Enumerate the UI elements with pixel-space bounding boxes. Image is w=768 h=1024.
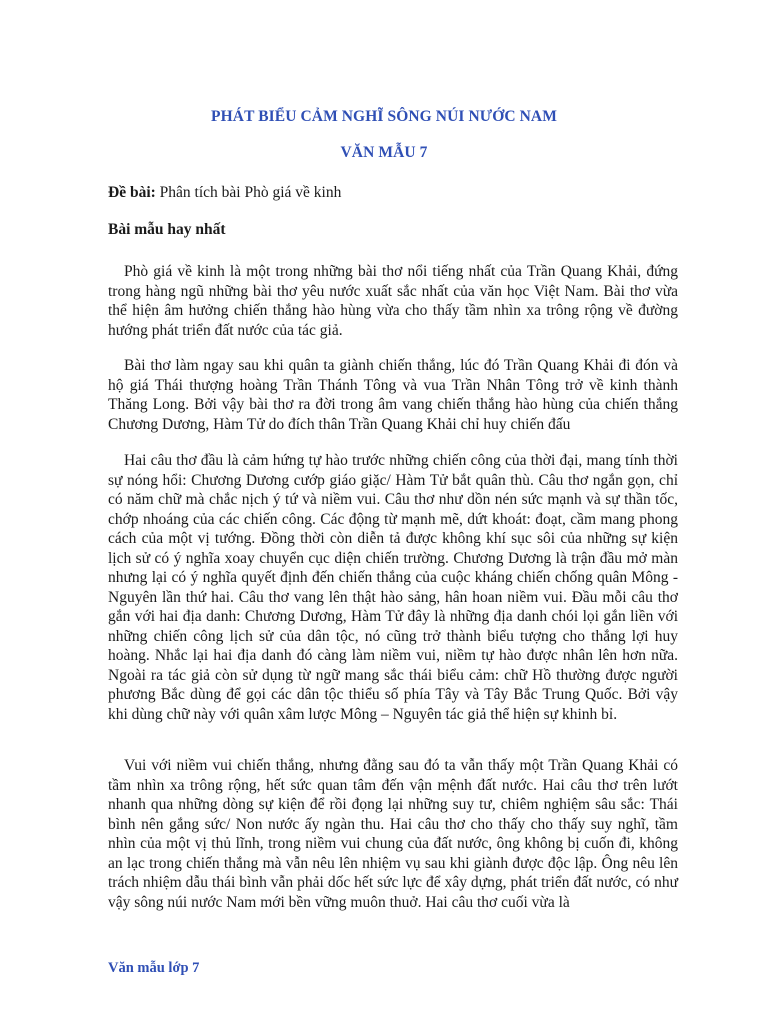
paragraph-3-text: Hai câu thơ đầu là cảm hứng tự hào trước những chiến công của thời đại, mang tính thời sự nóng hổi: Chương Dương cướp giáo giặc/ Hàm Tử bắt quân thù. Câu thơ ngắn gọn, chỉ có năm chữ mà chắc nịch ý tứ và niềm vui. Câu thơ như dồn nén sức mạnh và sự thần tốc, chớp nhoáng của các chiến công. Các động từ mạnh mẽ, dứt khoát: đoạt, cầm mang phong cách của một vị tướng. Đồng thời còn diễn tả được không khí sục sôi của những sự kiện lịch sử có ý nghĩa xoay chuyển cục diện chiến trường. Chương Dương là trận đầu mở màn nhưng lại có ý nghĩa quyết định đến chiến thắng của cuộc kháng chiến chống quân Mông - Nguyên lần thứ hai. Câu thơ vang lên thật hào sảng, hân hoan niềm vui. Đầu mỗi câu thơ gắn với hai địa danh: Chương Dương, Hàm Tử đây là những địa danh chói lọi gắn liền với những chiến công lịch sử của dân tộc, nó cũng trở thành biểu tượng cho thắng lợi huy hoàng. Nhắc lại hai địa danh đó càng làm niềm vui, niềm tự hào được nhân lên hơn nữa. Ngoài ra tác giả còn sử dụng từ ngữ mang sắc thái biểu cảm: chữ Hồ thường được người phương Bắc dùng để gọi các dân tộc thiểu số phía Tây và Tây Bắc Trung Quốc. Bởi vậy khi dùng chữ này với quân xâm lược Mông – Nguyên tác giả thể hiện sự khinh bỉ. — [108, 452, 678, 723]
section-heading: Bài mẫu hay nhất — [108, 221, 226, 238]
document-subtitle: VĂN MẪU 7 — [340, 144, 428, 161]
paragraph-4-text: Vui với niềm vui chiến thắng, nhưng đằng sau đó ta vẫn thấy một Trần Quang Khải có tầm nhìn xa trông rộng, hết sức quan tâm đến vận mệnh đất nước. Hai câu thơ trên lướt nhanh qua những dòng sự kiện để rồi đọng lại những suy tư, chiêm nghiệm sâu sắc: Thái bình nên gắng sức/ Non nước ấy ngàn thu. Hai câu thơ cho thấy cho thấy suy nghĩ, tầm nhìn của một vị thủ lĩnh, trong niềm vui chung của đất nước, ông không bị cuốn đi, không an lạc trong chiến thắng mà vẫn nêu lên nhiệm vụ sau khi giành được độc lập. Ông nêu lên trách nhiệm dẫu thái bình vẫn phải dốc hết sức lực để xây dựng, phát triển đất nước, có như vậy sông núi nước Nam mới bền vững muôn thuở. Hai câu thơ cuối vừa là — [108, 757, 678, 911]
page-footer: Văn mẫu lớp 7 — [108, 960, 200, 976]
document-title: PHÁT BIỂU CẢM NGHĨ SÔNG NÚI NƯỚC NAM — [211, 108, 557, 125]
paragraph-2 — [108, 356, 678, 434]
paragraph-1-text: Phò giá về kinh là một trong những bài thơ nổi tiếng nhất của Trần Quang Khải, đứng trong hàng ngũ những bài thơ yêu nước xuất sắc nhất của văn học Việt Nam. Bài thơ vừa thể hiện âm hưởng chiến thắng hào hùng vừa cho thấy tầm nhìn xa trông rộng về đường hướng phát triển đất nước của tác giả. — [108, 263, 678, 339]
paragraph-3 — [108, 451, 678, 724]
paragraph-2-text: Bài thơ làm ngay sau khi quân ta giành chiến thắng, lúc đó Trần Quang Khải đi đón và hộ giá Thái thượng hoàng Trần Thánh Tông và vua Trần Nhân Tông trở về kinh thành Thăng Long. Bởi vậy bài thơ ra đời trong âm vang chiến thắng hào hùng của chiến thắng Chương Dương, Hàm Tử do đích thân Trần Quang Khải chỉ huy chiến đấu — [108, 357, 678, 433]
assignment-line — [108, 184, 341, 202]
assignment-label: Đề bài: — [108, 184, 156, 201]
paragraph-1 — [108, 262, 678, 340]
paragraph-4 — [108, 756, 678, 912]
assignment-text: Phân tích bài Phò giá về kinh — [155, 184, 342, 201]
